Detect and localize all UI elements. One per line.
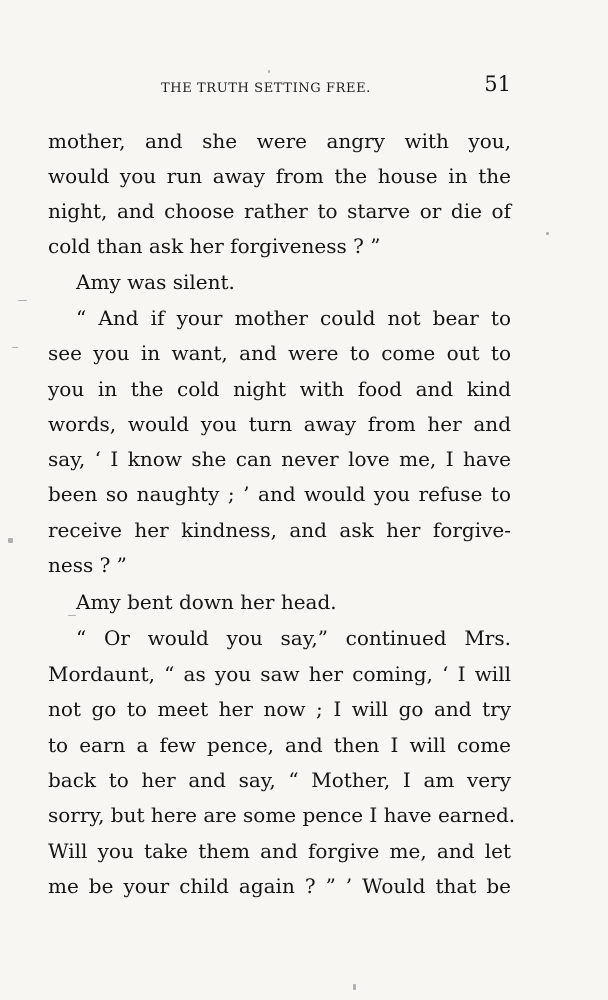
text-line: Will you take them and forgive me, and let [48, 839, 511, 863]
paper-speck [353, 984, 356, 990]
paper-speck [8, 538, 13, 543]
text-line: words, would you turn away from her and [48, 412, 511, 436]
text-line: “ Or would you say,” continued Mrs. [76, 626, 511, 650]
text-line: mother, and she were angry with you, [48, 129, 511, 153]
text-line: ness ? ” [48, 553, 127, 577]
paper-speck [68, 615, 76, 616]
text-line: sorry, but here are some pence I have earned. [48, 803, 516, 827]
text-line: me be your child again ? ” ’ Would that be [48, 874, 511, 898]
text-line: cold than ask her forgiveness ? ” [48, 234, 381, 258]
paper-speck [18, 300, 27, 301]
paper-speck [268, 70, 270, 73]
text-line: night, and choose rather to starve or die of [48, 199, 511, 223]
text-line: you in the cold night with food and kind [48, 377, 511, 401]
running-head: THE TRUTH SETTING FREE. [161, 81, 371, 96]
page-number: 51 [484, 72, 511, 96]
text-line: to earn a few pence, and then I will come [48, 733, 511, 757]
text-line: Amy bent down her head. [76, 590, 337, 614]
text-line: back to her and say, “ Mother, I am very [48, 768, 511, 792]
text-line: Amy was silent. [76, 270, 235, 294]
text-line: been so naughty ; ’ and would you refuse to [48, 482, 511, 506]
text-line: see you in want, and were to come out to [48, 341, 511, 365]
text-line: not go to meet her now ; I will go and try [48, 697, 511, 721]
text-line: receive her kindness, and ask her forgive- [48, 518, 511, 542]
text-line: “ And if your mother could not bear to [76, 306, 511, 330]
text-line: would you run away from the house in the [48, 164, 511, 188]
paper-speck [546, 232, 549, 235]
paper-speck [12, 347, 18, 348]
text-line: Mordaunt, “ as you saw her coming, ‘ I will [48, 662, 511, 686]
text-line: say, ‘ I know she can never love me, I have [48, 447, 511, 471]
